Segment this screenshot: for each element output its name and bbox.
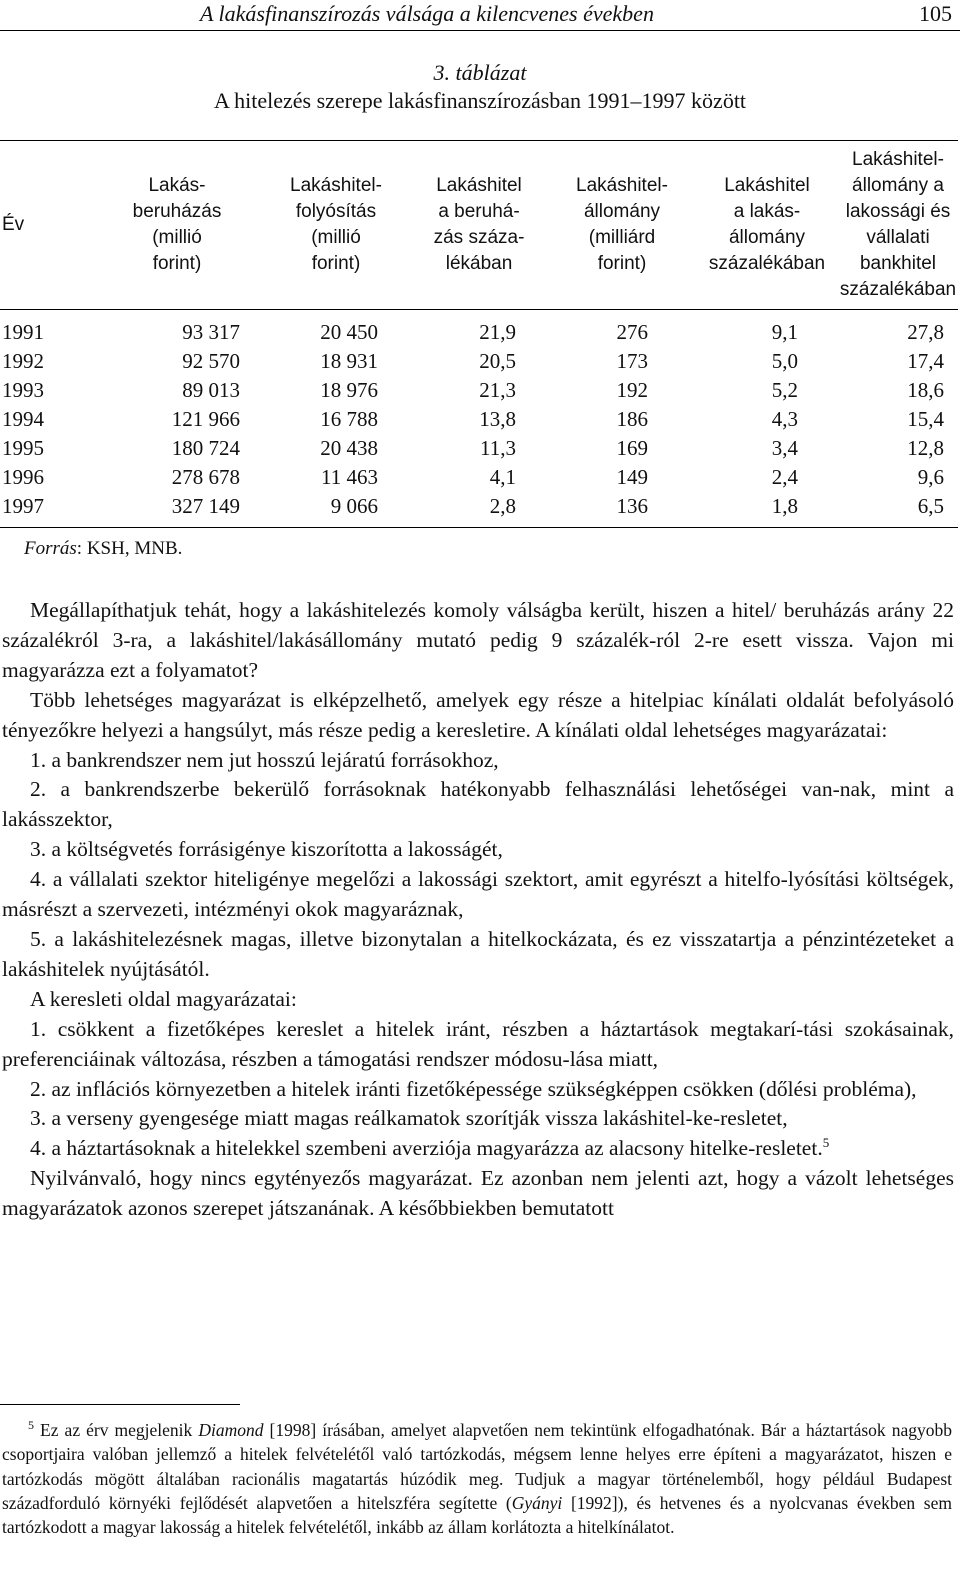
cell-value: 93 317 [182,320,240,344]
list-item: 2. a bankrendszerbe bekerülő forrásoknak hatékonyabb felhasználási lehetőségei van-nak, mint a lakásszektor, [2,777,954,832]
table-header-row [0,141,958,310]
list-item: 1. csökkent a fizetőképes kereslet a hitelek iránt, részben a háztartások megtakarí-tási szokásainak, preferenciáinak változása, részben a támogatási rendszer módosu-lása miatt, [2,1016,954,1071]
cell-year: 1994 [2,407,44,431]
header-loan-pct-housing-stock: Lakáshitel a lakás- állomány százalékában [696,141,838,310]
cell-value: 169 [616,436,648,460]
cell-year: 1995 [2,436,44,460]
cell-year: 1991 [2,320,44,344]
cell-value: 149 [616,465,648,489]
table-row [0,310,958,348]
header-loan-disbursement: Lakáshitel- folyósítás (millió forint) [262,141,410,310]
list-item: 1. a bankrendszer nem jut hosszú lejáratú forrásokhoz, [30,747,499,772]
table-row [0,434,958,463]
cell-value: 27,8 [907,320,944,344]
cell-value: 5,2 [771,378,798,402]
cell-value: 9,6 [917,465,944,489]
running-head [0,0,960,31]
paragraph: Nyilvánvaló, hogy nincs egytényezős magyarázat. Ez azonban nem jelenti azt, hogy a vázolt lehetséges magyarázatok azonos szerepet játszanának. A későbbiekben bemutatott [2,1166,954,1221]
cell-value: 186 [616,407,648,431]
cell-year: 1993 [2,378,44,402]
cell-value: 278 678 [171,465,240,489]
cell-value: 18,6 [907,378,944,402]
cell-value: 20,5 [479,349,516,373]
cell-value: 9,1 [771,320,798,344]
cell-value: 2,4 [771,465,798,489]
header-loan-stock: Lakáshitel- állomány (milliárd forint) [548,141,696,310]
list-item: 5. a lakáshitelezésnek magas, illetve bizonytalan a hitelkockázata, és ez visszatartja a pénzintézeteket a lakáshitelek nyújtásától. [2,926,954,981]
cell-year: 1996 [2,465,44,489]
footnotes [2,1418,952,1539]
footnote-text: Ez az érv megjelenik [34,1420,199,1440]
cell-value: 11,3 [480,436,516,460]
page-number: 105 [919,1,952,26]
header-loan-pct-bank-credit: Lakáshitel- állomány a lakossági és vállalati bankhitel százalékában [838,141,958,310]
table-source [24,538,182,560]
footnote-divider [0,1404,240,1405]
cell-value: 13,8 [479,407,516,431]
body-text [2,596,954,1224]
author-name: Gyányi [511,1492,563,1513]
housing-credit-table [0,140,958,528]
cell-value: 4,1 [489,465,516,489]
cell-value: 9 066 [262,492,410,528]
paragraph: Megállapíthatjuk tehát, hogy a lakáshitelezés komoly válságba került, hiszen a hitel/ beruházás arány 22 százalékról 3-ra, a lakáshitel/lakásállomány mutató pedig 9 százalék-ról 2-re esett vissza. Vajon mi magyarázza ezt a folyamatot? [2,598,954,682]
cell-value: 6,5 [838,492,958,528]
cell-year: 1997 [0,492,92,528]
source-text: : KSH, MNB. [76,538,183,559]
cell-value: 327 149 [92,492,262,528]
cell-value: 180 724 [171,436,240,460]
table-row [0,463,958,492]
cell-value: 92 570 [182,349,240,373]
cell-value: 2,8 [410,492,548,528]
cell-value: 89 013 [182,378,240,402]
cell-value: 173 [616,349,648,373]
cell-value: 1,8 [696,492,838,528]
list-item: 2. az inflációs környezetben a hitelek iránti fizetőképessége szükségképpen csökken (dőlési probléma), [30,1076,917,1101]
cell-value: 20 450 [320,320,378,344]
cell-year: 1992 [2,349,44,373]
cell-value: 11 463 [321,465,378,489]
list-item: 3. a költségvetés forrásigénye kiszorította a lakosságét, [30,837,503,862]
cell-value: 16 788 [320,407,378,431]
paragraph: Több lehetséges magyarázat is elképzelhető, amelyek egy része a hitelpiac kínálati oldalát befolyásoló tényezőkre helyezi a hangsúlyt, más része pedig a keresletire. A kínálati oldal lehetséges magyarázatai: [2,687,954,742]
cell-value: 3,4 [771,436,798,460]
paragraph: A keresleti oldal magyarázatai: [30,986,297,1011]
header-year: Év [0,141,92,310]
list-item: 3. a verseny gyengesége miatt magas reálkamatok szorítják vissza lakáshitel-ke-resletet, [30,1106,788,1131]
cell-value: 15,4 [907,407,944,431]
table-row [0,405,958,434]
cell-value: 12,8 [907,436,944,460]
cell-value: 4,3 [771,407,798,431]
source-label: Forrás [24,538,77,559]
list-item: 4. a vállalati szektor hiteligénye megelőzi a lakossági szektort, amit egyrészt a hitelfo-lyósítási költségek, másrészt a szervezeti, intézményi okok magyaráznak, [2,867,954,922]
running-head-title: A lakásfinanszírozás válsága a kilencvenes években [200,1,654,26]
cell-value: 20 438 [320,436,378,460]
footnote-text: [1998] írásában, amelyet alapvetően nem tekintünk elfogadhatónak. Bár a háztartások nagyobb csoportjaira valóban jellemző a hitelek felvételétől való tartózkodás, mégsem lenne helyes erre építeni a magyarázatot, hiszen e tartózkodás mögött általában racionális magatartás húzódik meg. Tudjuk a magyar történelemből, hogy például Budapest századforduló környéki fejlődését alapvetően a hitelszféra segítette ( [2,1420,952,1513]
table-row [0,492,958,528]
footnote-number: 5 [28,1418,34,1433]
header-loan-pct-investment: Lakáshitel a beruhá- zás száza- lékában [410,141,548,310]
cell-value: 17,4 [907,349,944,373]
cell-value: 136 [548,492,696,528]
footnote [2,1418,952,1539]
table-row [0,347,958,376]
cell-value: 192 [616,378,648,402]
list-item-text: 4. a háztartásoknak a hitelekkel szembeni averziója magyarázza az alacsony hitelke-resletet. [30,1136,823,1161]
table-label: 3. táblázat [433,60,527,85]
cell-value: 5,0 [771,349,798,373]
table-title: A hitelezés szerepe lakásfinanszírozásban 1991–1997 között [213,88,747,113]
footnote-ref[interactable]: 5 [822,1135,830,1151]
table-row [0,376,958,405]
header-housing-investment: Lakás- beruházás (millió forint) [92,141,262,310]
cell-value: 18 976 [320,378,378,402]
cell-value: 21,9 [479,320,516,344]
author-name: Diamond [198,1420,264,1440]
cell-value: 276 [616,320,648,344]
footnote-text: [1992]), és hetvenes és a nyolcvanas években sem tartózkodott a magyar lakosság a hitelek felvételétől, inkább az állam korlátozta a hitelkínálatot. [2,1492,952,1538]
list-item [2,1134,954,1164]
cell-value: 18 931 [320,349,378,373]
cell-value: 21,3 [479,378,516,402]
cell-value: 121 966 [171,407,240,431]
